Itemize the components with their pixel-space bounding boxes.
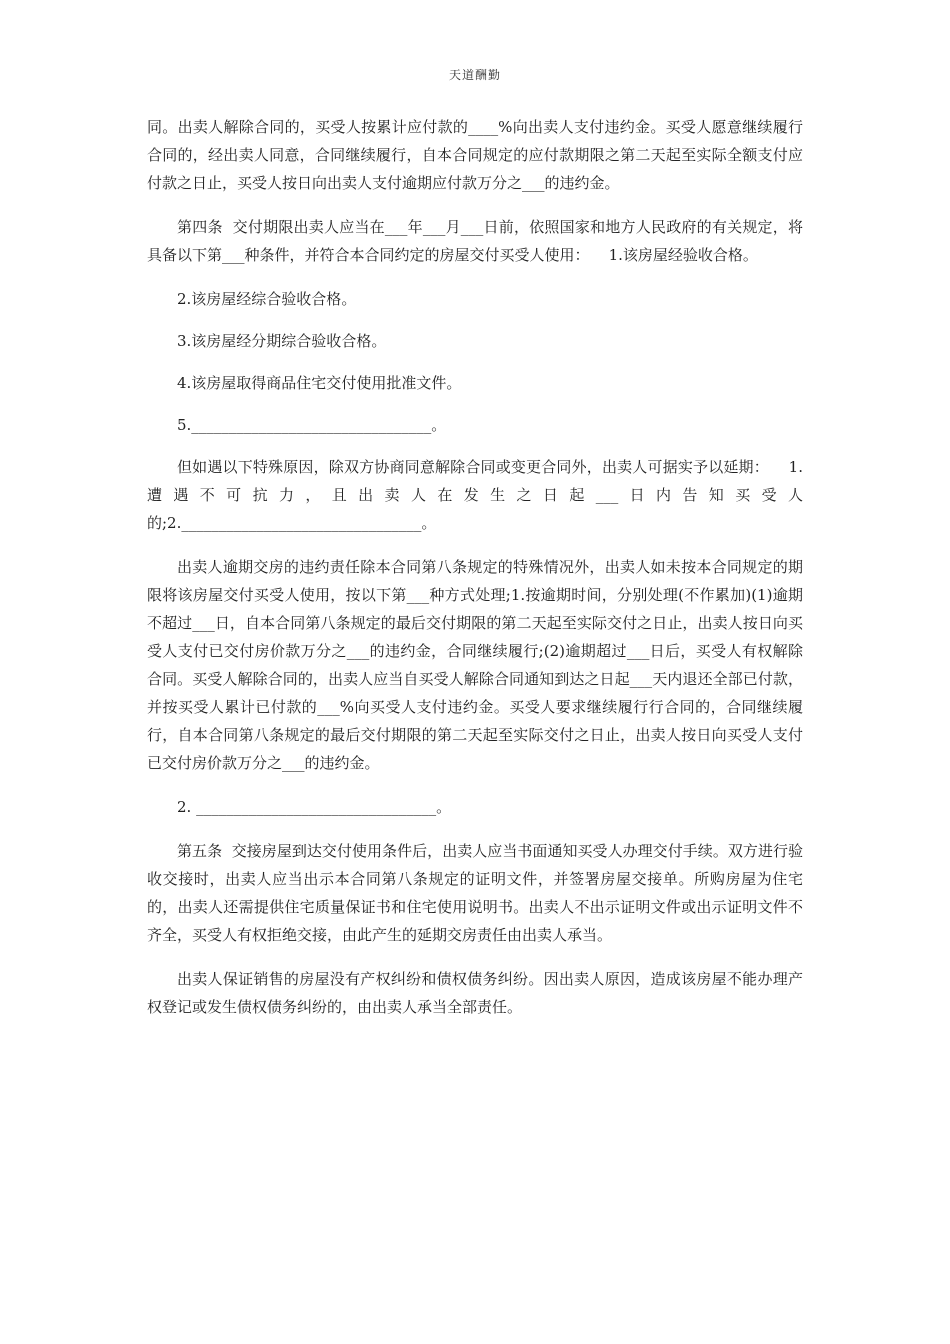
- paragraph-article-5: 第五条 交接房屋到达交付使用条件后，出卖人应当书面通知买受人办理交付手续。双方进行验收交接时，出卖人应当出示本合同第八条规定的证明文件，并签署房屋交接单。所购房屋为住宅的，出卖人还需提供住宅质量保证书和住宅使用说明书。出卖人不出示证明文件或出示证明文件不齐全，买受人有权拒绝交接，由此产生的延期交房责任由出卖人承当。: [147, 842, 803, 944]
- page-header: 天道酬勤: [448, 68, 501, 82]
- list-item-alternative-2: 2. ________________________________。: [177, 798, 452, 816]
- paragraph-article-4: 第四条 交付期限出卖人应当在___年___月___日前，依照国家和地方人民政府的有关规定，将具备以下第___种条件，并符合本合同约定的房屋交付买受人使用： 1.该房屋经验收合格。: [147, 218, 803, 264]
- list-item-2: 2.该房屋经综合验收合格。: [177, 290, 357, 308]
- paragraph-late-delivery-liability: 出卖人逾期交房的违约责任除本合同第八条规定的特殊情况外，出卖人如未按本合同规定的期限将该房屋交付买受人使用，按以下第___种方式处理;1.按逾期时间，分别处理(不作累加)(1)逾期不超过___日，自本合同第八条规定的最后交付期限的第二天起至实际交付之日止，出卖人按日向买受人支付已交付房价款万分之___的违约金，合同继续履行;(2)逾期超过___日后，买受人有权解除合同。买受人解除合同的，出卖人应当自买受人解除合同通知到达之日起___天内退还全部已付款，并按买受人累计已付款的___%向买受人支付违约金。买受人要求继续履行行合同的，合同继续履行，自本合同第八条规定的最后交付期限的第二天起至实际交付之日止，出卖人按日向买受人支付已交付房价款万分之___的违约金。: [147, 558, 803, 772]
- paragraph-seller-guarantee: 出卖人保证销售的房屋没有产权纠纷和债权债务纠纷。因出卖人原因，造成该房屋不能办理产权登记或发生债权债务纠纷的，由出卖人承当全部责任。: [147, 970, 803, 1016]
- paragraph-delay-exceptions: 但如遇以下特殊原因，除双方协商同意解除合同或变更合同外，出卖人可据实予以延期： 1.遭遇不可抗力，且出卖人在发生之日起___日内告知买受人的;2.________________________________。: [147, 458, 803, 532]
- list-item-4: 4.该房屋取得商品住宅交付使用批准文件。: [177, 374, 462, 392]
- list-item-3: 3.该房屋经分期综合验收合格。: [177, 332, 387, 350]
- list-item-5: 5.________________________________。: [177, 416, 447, 434]
- document-body: [147, 113, 803, 1037]
- paragraph-continuation: 同。出卖人解除合同的，买受人按累计应付款的____%向出卖人支付违约金。买受人愿意继续履行合同的，经出卖人同意，合同继续履行，自本合同规定的应付款期限之第二天起至实际全额支付应付款之日止，买受人按日向出卖人支付逾期应付款万分之___的违约金。: [147, 118, 803, 192]
